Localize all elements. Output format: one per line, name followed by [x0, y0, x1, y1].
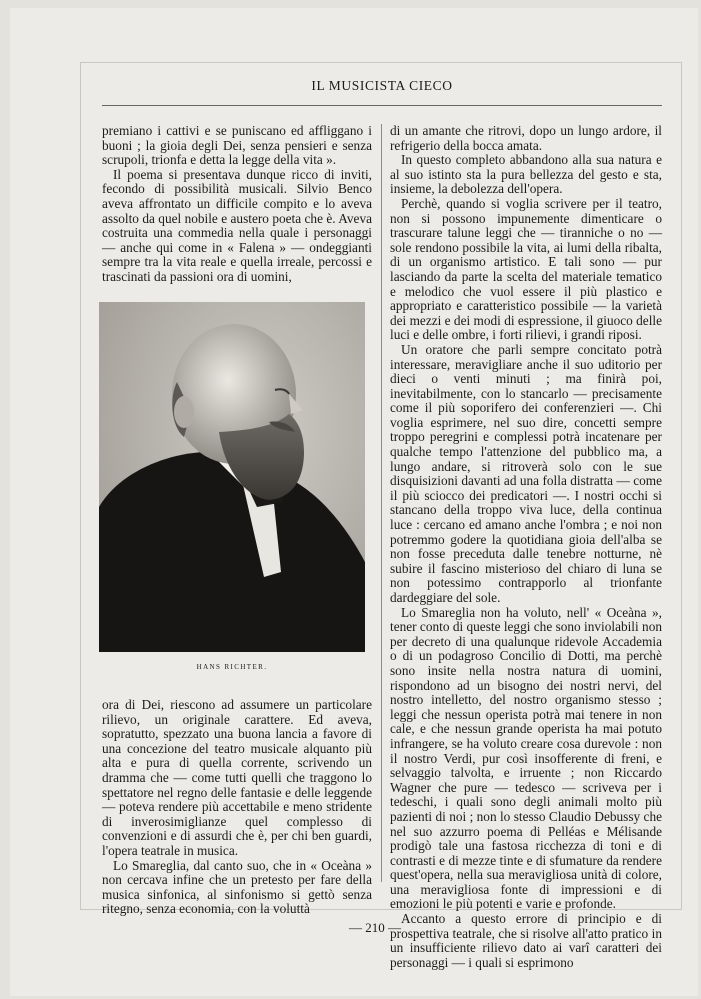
- paragraph: Perchè, quando si voglia scrivere per il teatro, non si possono impunemente dimenticare o trascurare talune leggi che — tiranniche o no — sole rendono possibile la vita, ai lumi della ribalta, di un organismo artistico. E tali sono — pur lasciando da parte la scelta del materiale tematico e melodico che vuol essere il più plastico e appropriato e caratteristico possibile — la varietà dei mezzi e dei modi di espressione, il giuoco delle luci e delle ombre, i forti rilievi, i grandi riposi.: [390, 195, 662, 343]
- paragraph: ora di Dei, riescono ad assumere un particolare rilievo, un originale carattere. Ed aveva, sopratutto, spezzato una buona lancia a favore di una concezione del teatro musicale alquanto più alta e pura di quella corrente, scrivendo un dramma che — come tutti quelli che traggono lo spettatore nel regno delle fantasie e delle leggende — poteva rendere più accettabile e meno stridente di inverosimiglianze quel complesso di convenzioni e di assurdi che è, per chi ben guardi, l'opera teatrale in musica.: [102, 697, 372, 858]
- page-number: — 210 —: [349, 920, 401, 935]
- paragraph: di un amante che ritrovi, dopo un lungo ardore, il refrigerio della bocca amata.: [390, 123, 662, 153]
- paragraph: In questo completo abbandono alla sua natura e al suo istinto sta la pura bellezza del gesto e sta, insieme, la debolezza dell'opera.: [390, 152, 662, 197]
- left-column-bottom: [102, 698, 372, 917]
- paragraph: Un oratore che parli sempre concitato potrà interessare, meravigliare anche il suo uditorio per dieci o venti minuti ; ma finirà poi, inevitabilmente, con lo stancarlo — precisamente come il più soporifero dei conferenzieri —. Chi voglia esprimere, nel suo dire, concetti sempre troppo peregrini e complessi potrà incatenare per qualche tempo l'attenzione del pubblico ma, a lungo andare, si ritroverà solo con le sue disquisizioni davanti ad una folla distratta — come il più sciocco dei predicatori —. I nostri occhi si stancano della troppo viva luce, della continua luce : cercano ed amano anche l'ombra ; e noi non potremmo godere la quotidiana gioia dell'alba se non fosse preceduta dalle tenebre notturne, nè subire il fascino misterioso del chiaro di luna se non potessimo contrapporlo al trionfante dardeggiare del sole.: [390, 341, 662, 605]
- left-column-top: [102, 124, 372, 285]
- paragraph: premiano i cattivi e se puniscano ed affliggano i buoni ; la gioia degli Dei, senza pensieri e senza scrupoli, trionfa e detta la legge della vita ».: [102, 123, 372, 168]
- portrait-illustration: [99, 302, 365, 652]
- running-header: IL MUSICISTA CIECO: [311, 78, 453, 93]
- paragraph: Lo Smareglia non ha voluto, nell' « Oceàna », tener conto di queste leggi che sono inviolabili non per decreto di una qualunque ridevole Accademia o di un podagroso Concilio di Dotti, ma perchè sono insite nella nostra natura di uomini, rispondono ad un bisogno dei nostri nervi, del nostro intelletto, del nostro organismo stesso ; leggi che nessun operista potrà mai tenere in non cale, e che nessun grande operista ha mai potuto infrangere, se ha voluto creare cosa durevole : non il nostro Verdi, pur così insofferente di freni, e selvaggio talvolta, e irruente ; non Riccardo Wagner che pure — tedesco — scriveva per i tedeschi, i quali sono degli animali molto più pazienti di noi ; non lo stesso Claudio Debussy che nel suo azzurro poema di Pelléas e Mélisande prodigò tale una fastosa ricchezza di toni e di contrasti e di mezze tinte e di sfumature da rendere quest'opera, nella sua meravigliosa unità di colore, una meravigliosa fonte di impressioni e di emozioni le più potenti e varie e profonde.: [390, 604, 662, 912]
- paragraph: Accanto a questo errore di principio e di prospettiva teatrale, che si risolve all'atto pratico in un insufficiente rilievo dato ai varî caratteri dei personaggi — i quali si esprimono: [390, 911, 662, 970]
- right-column: [390, 124, 662, 970]
- paragraph: Lo Smareglia, dal canto suo, che in « Oceàna » non cercava infine che un pretesto per fare della musica sinfonica, al sinfonismo si gettò senza ritegno, senza economia, con la voluttà: [102, 857, 372, 917]
- paragraph: Il poema si presentava dunque ricco di inviti, fecondo di possibilità musicali. Silvio Benco aveva affrontato un difficile compito e lo aveva assolto da quel nobile e austero poeta che è. Aveva costruita una commedia nella quale i personaggi — anche qui come in « Falena » — ondeggianti sempre tra la vita reale e quella irreale, percossi e trascinati da passioni ora di uomini,: [102, 166, 372, 284]
- figure-caption: HANS RICHTER.: [196, 663, 268, 671]
- header-rule: [102, 105, 662, 106]
- portrait-photo: [99, 302, 365, 652]
- column-divider: [381, 124, 382, 882]
